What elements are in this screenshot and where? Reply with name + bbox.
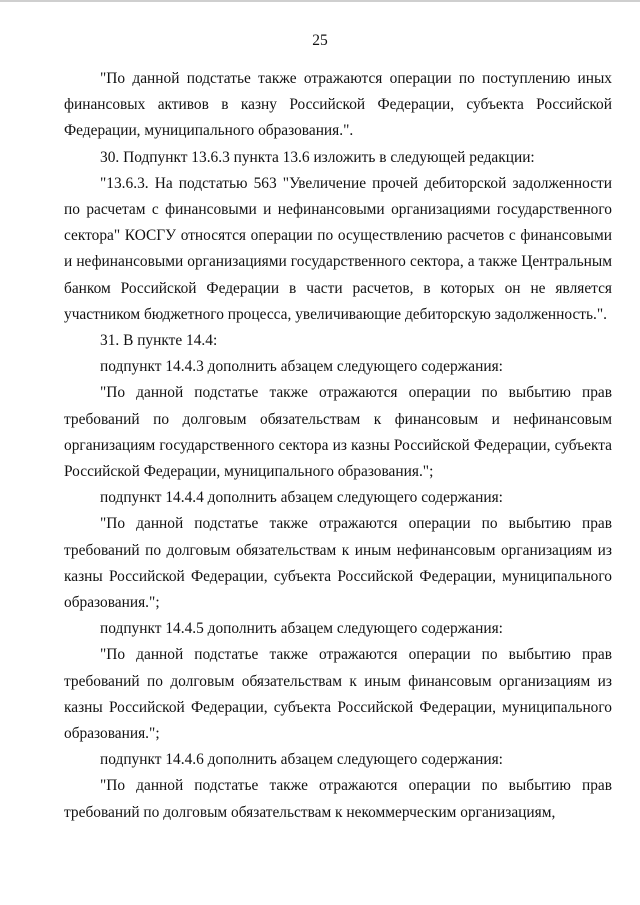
paragraph-7: подпункт 14.4.4 дополнить абзацем следующего содержания: — [100, 489, 503, 507]
paragraph-5: подпункт 14.4.3 дополнить абзацем следующего содержания: — [100, 358, 503, 376]
paragraph-6: "По данной подстатье также отражаются операции по выбытию прав требований по долговым обязательствам к финансовым и нефинансовым организациям государственного сектора из казны Российской Федерации, субъекта Российской Федерации, муниципального образования."; — [64, 384, 612, 481]
paragraph-9: подпункт 14.4.5 дополнить абзацем следующего содержания: — [100, 620, 503, 638]
paragraph-10: "По данной подстатье также отражаются операции по выбытию прав требований по долговым обязательствам к иным финансовым организациям из казны Российской Федерации, субъекта Российской Федерации, муниципального образования."; — [64, 646, 612, 743]
paragraph-4: 31. В пункте 14.4: — [100, 332, 218, 350]
paragraph-3: "13.6.3. На подстатью 563 "Увеличение прочей дебиторской задолженности по расчетам с финансовыми и нефинансовыми организациями государственного сектора" КОСГУ относятся операции по осуществлению расчетов с финансовыми и нефинансовыми организациями государственного сектора, а также Центральным банком Российской Федерации в части расчетов, в которых он не является участником бюджетного процесса, увеличивающие дебиторскую задолженность.". — [64, 174, 612, 323]
document-body — [64, 66, 612, 826]
paragraph-8: "По данной подстатье также отражаются операции по выбытию прав требований по долговым обязательствам к иным нефинансовым организациям из казны Российской Федерации, субъекта Российской Федерации, муниципального образования."; — [64, 515, 612, 612]
paragraph-11: подпункт 14.4.6 дополнить абзацем следующего содержания: — [100, 751, 503, 769]
page-number: 25 — [312, 32, 328, 49]
paragraph-1: "По данной подстатье также отражаются операции по поступлению иных финансовых активов в казну Российской Федерации, субъекта Российской Федерации, муниципального образования.". — [64, 70, 612, 140]
page-top-edge — [0, 0, 640, 2]
paragraph-12: "По данной подстатье также отражаются операции по выбытию прав требований по долговым обязательствам к некоммерческим организациям, — [64, 777, 612, 821]
paragraph-2: 30. Подпункт 13.6.3 пункта 13.6 изложить в следующей редакции: — [100, 148, 535, 166]
